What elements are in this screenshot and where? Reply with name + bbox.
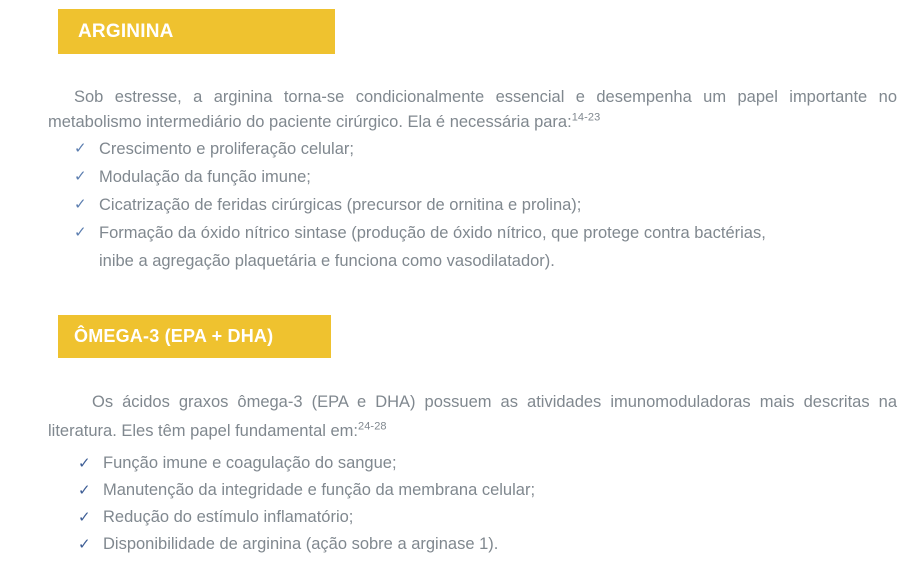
check-icon: ✓ — [74, 168, 87, 185]
list-item — [78, 504, 858, 531]
list-item — [74, 135, 864, 163]
checklist-omega3 — [78, 450, 858, 558]
list-item-label: Modulação da função imune; — [99, 168, 311, 186]
paragraph-arginina-text: Sob estresse, a arginina torna-se condicionalmente essencial e desempenha um papel importante no metabolismo intermediário do paciente cirúrgico. Ela é necessária para: — [48, 87, 897, 131]
checklist-arginina — [74, 135, 864, 275]
list-item — [78, 531, 858, 558]
list-item-label: Formação da óxido nítrico sintase (produção de óxido nítrico, que protege contra bactérias, — [99, 224, 766, 242]
check-icon: ✓ — [78, 455, 91, 472]
paragraph-omega3 — [48, 388, 897, 446]
paragraph-omega3-text: Os ácidos graxos ômega-3 (EPA e DHA) possuem as atividades imunomoduladoras mais descritas na literatura. Eles têm papel fundamental em: — [48, 392, 897, 440]
list-item — [78, 477, 858, 504]
list-item-label-continuation: inibe a agregação plaquetária e funciona como vasodilatador). — [99, 252, 555, 270]
paragraph-arginina — [48, 85, 897, 135]
list-item-label: Disponibilidade de arginina (ação sobre a arginase 1). — [103, 535, 499, 553]
list-item — [74, 219, 864, 275]
list-item-label: Função imune e coagulação do sangue; — [103, 454, 397, 472]
check-icon: ✓ — [78, 482, 91, 499]
list-item — [78, 450, 858, 477]
section-banner-arginina-label: ARGININA — [78, 20, 174, 42]
list-item-label: Manutenção da integridade e função da membrana celular; — [103, 481, 536, 499]
reference-superscript-arginina: 14-23 — [571, 111, 601, 123]
list-item-label: Cicatrização de feridas cirúrgicas (precursor de ornitina e prolina); — [99, 196, 582, 214]
list-item-label: Crescimento e proliferação celular; — [99, 140, 354, 158]
reference-superscript-omega3: 24-28 — [358, 420, 387, 432]
list-item — [74, 163, 864, 191]
list-item — [74, 191, 864, 219]
section-banner-omega3-label: ÔMEGA-3 (EPA + DHA) — [74, 326, 274, 346]
check-icon: ✓ — [74, 224, 87, 241]
check-icon: ✓ — [78, 509, 91, 526]
section-banner-omega3 — [58, 315, 331, 358]
check-icon: ✓ — [78, 536, 91, 553]
check-icon: ✓ — [74, 196, 87, 213]
check-icon: ✓ — [74, 140, 87, 157]
section-banner-arginina — [58, 9, 335, 54]
list-item-label: Redução do estímulo inflamatório; — [103, 508, 354, 526]
